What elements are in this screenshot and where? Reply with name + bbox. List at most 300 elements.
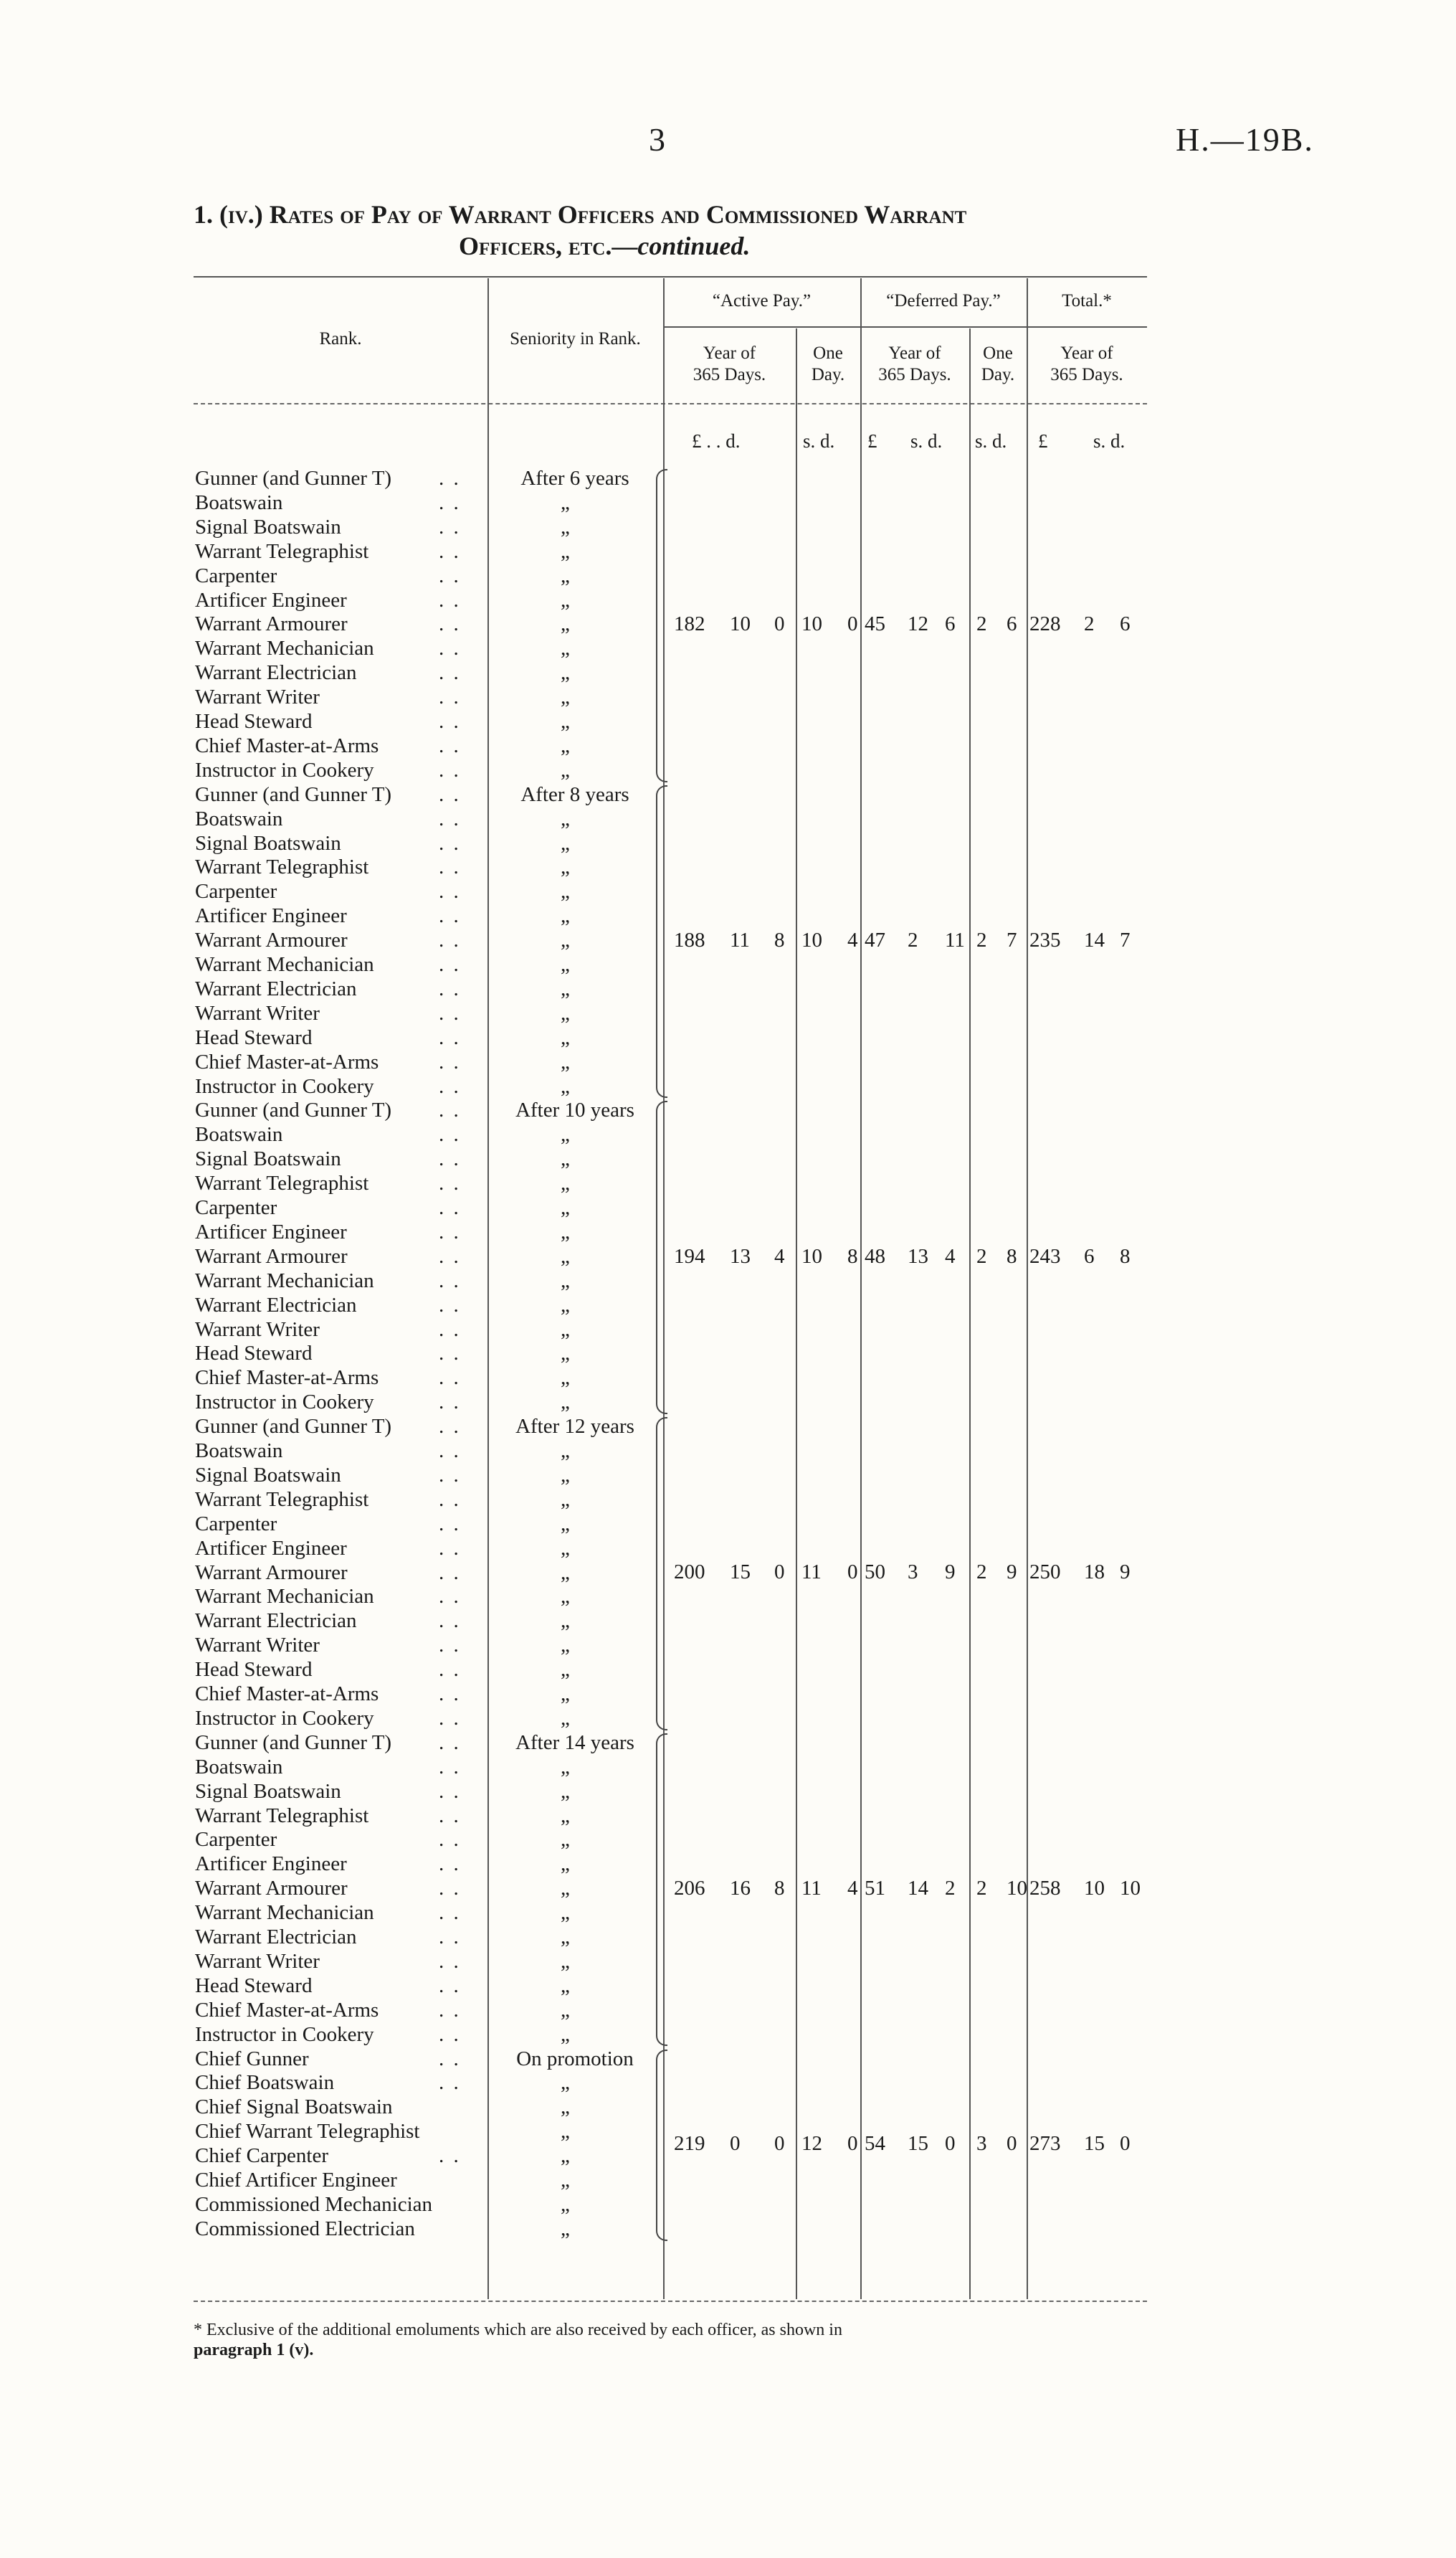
leader-dots: . . — [439, 1074, 461, 1098]
ditto-mark: „ — [561, 1949, 570, 1973]
leader-dots: . . — [439, 831, 461, 855]
rank-name: Chief Warrant Telegraphist — [195, 2120, 420, 2143]
rank-name: Warrant Writer — [195, 1001, 320, 1025]
rank-name: Instructor in Cookery — [195, 1706, 374, 1730]
leader-dots: . . — [439, 1779, 461, 1803]
leader-dots: . . — [439, 1196, 461, 1219]
rank-name: Warrant Writer — [195, 1317, 320, 1341]
deferred-year-pence: 11 — [945, 929, 965, 952]
rank-name: Gunner (and Gunner T) — [195, 1730, 392, 1754]
rank-name: Commissioned Mechanician — [195, 2192, 433, 2216]
total-pence: 7 — [1120, 929, 1131, 952]
col-header-seniority: Seniority in Rank. — [510, 329, 641, 349]
table-row — [195, 636, 1177, 660]
leader-dots: . . — [439, 880, 461, 904]
leader-dots: . . — [439, 1487, 461, 1511]
active-day-pence: 0 — [847, 612, 858, 636]
ditto-mark: „ — [561, 1293, 570, 1317]
rank-name: Signal Boatswain — [195, 831, 341, 855]
table-row — [195, 1974, 1177, 1998]
leader-dots: . . — [439, 1172, 461, 1195]
leader-dots: . . — [439, 1391, 461, 1414]
seniority-value: On promotion — [516, 2047, 634, 2070]
ditto-mark: „ — [561, 1804, 570, 1827]
rank-name: Warrant Telegraphist — [195, 1487, 369, 1511]
rank-name: Warrant Electrician — [195, 1925, 357, 1948]
active-day-shillings: 10 — [801, 929, 822, 952]
table-row — [195, 1365, 1177, 1390]
seniority-value: After 12 years — [515, 1415, 634, 1439]
active-year-pounds: 219 — [674, 2132, 705, 2156]
rank-name: Warrant Telegraphist — [195, 1804, 369, 1827]
table-row — [195, 515, 1177, 539]
col-header-active-pay: “Active Pay.” — [712, 291, 812, 311]
unit-deferred-sd: s. d. — [910, 430, 943, 452]
table-row — [195, 1852, 1177, 1876]
ditto-mark: „ — [561, 612, 570, 636]
leader-dots: . . — [439, 661, 461, 685]
active-year-shillings: 10 — [730, 612, 751, 636]
rank-name: Warrant Armourer — [195, 1244, 348, 1268]
table-row — [195, 1512, 1177, 1536]
active-year-pence: 8 — [774, 1877, 785, 1900]
ditto-mark: „ — [561, 880, 570, 904]
ditto-mark: „ — [561, 831, 570, 855]
table-row — [195, 1074, 1177, 1099]
table-title-line2 — [459, 231, 961, 261]
active-day-shillings: 11 — [801, 1560, 822, 1584]
leader-dots: . . — [439, 1512, 461, 1535]
leader-dots: . . — [439, 1123, 461, 1147]
table-row — [195, 1779, 1177, 1804]
rank-name: Chief Boatswain — [195, 2071, 335, 2095]
ditto-mark: „ — [561, 2071, 570, 2095]
ditto-mark: „ — [561, 1220, 570, 1244]
title-continued: continued. — [637, 232, 751, 260]
rule-top — [194, 276, 1147, 278]
deferred-day-pence: 10 — [1007, 1877, 1027, 1900]
ditto-mark: „ — [561, 2192, 570, 2216]
rank-name: Boatswain — [195, 1755, 283, 1778]
ditto-mark: „ — [561, 1244, 570, 1268]
rule-header-bottom — [194, 403, 1147, 404]
active-year-shillings: 11 — [730, 929, 750, 952]
active-day-pence: 0 — [847, 1560, 858, 1584]
table-row — [195, 1706, 1177, 1730]
rank-name: Warrant Writer — [195, 686, 320, 709]
col-header-rank: Rank. — [319, 329, 362, 349]
unit-active-day: s. d. — [803, 430, 835, 452]
rank-name: Instructor in Cookery — [195, 1391, 374, 1414]
ditto-mark: „ — [561, 1682, 570, 1705]
leader-dots: . . — [439, 2022, 461, 2046]
table-row — [195, 1633, 1177, 1657]
table-row — [195, 952, 1177, 977]
ditto-mark: „ — [561, 2022, 570, 2046]
table-row — [195, 1269, 1177, 1293]
ditto-mark: „ — [561, 515, 570, 539]
total-pounds: 250 — [1029, 1560, 1061, 1584]
leader-dots: . . — [439, 1025, 461, 1049]
rank-name: Warrant Mechanician — [195, 637, 374, 660]
leader-dots: . . — [439, 1244, 461, 1268]
leader-dots: . . — [439, 2144, 461, 2168]
rank-name: Gunner (and Gunner T) — [195, 467, 392, 490]
rank-name: Artificer Engineer — [195, 1536, 347, 1560]
leader-dots: . . — [439, 2071, 461, 2095]
subheader-active-year: Year of 365 Days. — [693, 344, 766, 384]
table-row — [195, 1536, 1177, 1560]
ditto-mark: „ — [561, 1172, 570, 1195]
total-pence: 0 — [1120, 2132, 1131, 2156]
subheader-deferred-year: Year of 365 Days. — [878, 344, 951, 384]
rank-name: Chief Master-at-Arms — [195, 734, 379, 757]
rank-name: Warrant Armourer — [195, 612, 348, 636]
leader-dots: . . — [439, 491, 461, 514]
leader-dots: . . — [439, 539, 461, 563]
leader-dots: . . — [439, 1293, 461, 1317]
deferred-year-pence: 0 — [945, 2132, 956, 2156]
leader-dots: . . — [439, 734, 461, 757]
group-brace — [656, 1417, 667, 1730]
rank-name: Warrant Electrician — [195, 1293, 357, 1317]
leader-dots: . . — [439, 904, 461, 928]
table-row — [195, 709, 1177, 734]
ditto-mark: „ — [561, 539, 570, 563]
table-row — [195, 1293, 1177, 1317]
leader-dots: . . — [439, 1050, 461, 1074]
total-shillings: 14 — [1084, 929, 1105, 952]
table-row — [195, 1682, 1177, 1706]
total-pounds: 258 — [1029, 1877, 1061, 1900]
rank-name: Warrant Telegraphist — [195, 539, 369, 563]
rank-name: Artificer Engineer — [195, 1220, 347, 1244]
total-pounds: 273 — [1029, 2132, 1061, 2156]
total-pence: 10 — [1120, 1877, 1141, 1900]
deferred-day-pence: 8 — [1007, 1244, 1017, 1268]
total-shillings: 2 — [1084, 612, 1095, 636]
ditto-mark: „ — [561, 1779, 570, 1803]
unit-active-year: £ . . d. — [692, 430, 741, 452]
active-year-shillings: 13 — [730, 1244, 751, 1268]
rank-name: Carpenter — [195, 1196, 277, 1219]
deferred-year-pounds: 48 — [865, 1244, 885, 1268]
table-row — [195, 2070, 1177, 2095]
active-day-pence: 4 — [847, 1877, 858, 1900]
ditto-mark: „ — [561, 588, 570, 612]
rank-name: Warrant Writer — [195, 1634, 320, 1657]
ditto-mark: „ — [561, 1487, 570, 1511]
table-row — [195, 1025, 1177, 1050]
seniority-value: After 8 years — [520, 782, 629, 806]
subheader-total-year: Year of 365 Days. — [1050, 344, 1123, 384]
active-year-pence: 0 — [774, 2132, 785, 2156]
ditto-mark: „ — [561, 1658, 570, 1682]
deferred-year-shillings: 3 — [908, 1560, 918, 1584]
table-row — [195, 2217, 1177, 2241]
ditto-mark: „ — [561, 637, 570, 660]
table-row — [195, 1390, 1177, 1414]
rank-name: Carpenter — [195, 1828, 277, 1852]
subheader-active-day: One Day. — [811, 344, 845, 384]
table-row — [195, 758, 1177, 782]
leader-dots: . . — [439, 1269, 461, 1292]
deferred-year-pounds: 51 — [865, 1877, 885, 1900]
total-pence: 8 — [1120, 1244, 1131, 1268]
deferred-year-pounds: 50 — [865, 1560, 885, 1584]
ditto-mark: „ — [561, 491, 570, 514]
rank-name: Chief Artificer Engineer — [195, 2169, 397, 2192]
ditto-mark: „ — [561, 953, 570, 976]
total-shillings: 6 — [1084, 1244, 1095, 1268]
deferred-day-pence: 0 — [1007, 2132, 1017, 2156]
col-header-total: Total.* — [1062, 291, 1112, 311]
total-pounds: 228 — [1029, 612, 1061, 636]
deferred-year-pence: 6 — [945, 612, 956, 636]
ditto-mark: „ — [561, 1536, 570, 1560]
ditto-mark: „ — [561, 1901, 570, 1925]
leader-dots: . . — [439, 1998, 461, 2022]
deferred-day-pence: 7 — [1007, 929, 1017, 952]
rule-bottom — [194, 2301, 1147, 2302]
ditto-mark: „ — [561, 1974, 570, 1997]
table-row — [195, 1487, 1177, 1512]
active-year-shillings: 16 — [730, 1877, 751, 1900]
ditto-mark: „ — [561, 734, 570, 757]
rank-name: Warrant Mechanician — [195, 1269, 374, 1292]
unit-total-sd: s. d. — [1093, 430, 1126, 452]
rank-name: Boatswain — [195, 807, 283, 830]
table-title-line1: 1. (iv.) Rates of Pay of Warrant Officers and Commissioned Warrant — [194, 200, 967, 229]
table-row — [195, 807, 1177, 831]
leader-dots: . . — [439, 1706, 461, 1730]
deferred-day-shillings: 2 — [976, 1877, 987, 1900]
rank-name: Warrant Writer — [195, 1949, 320, 1973]
rank-name: Gunner (and Gunner T) — [195, 1099, 392, 1122]
table-row — [195, 1804, 1177, 1828]
leader-dots: . . — [439, 1804, 461, 1827]
leader-dots: . . — [439, 710, 461, 733]
ditto-mark: „ — [561, 929, 570, 952]
rank-name: Warrant Mechanician — [195, 1901, 374, 1925]
footnote-text2: paragraph 1 (v). — [194, 2341, 314, 2359]
rank-name: Gunner (and Gunner T) — [195, 1415, 392, 1439]
active-year-shillings: 0 — [730, 2132, 741, 2156]
active-day-pence: 8 — [847, 1244, 858, 1268]
table-row — [195, 660, 1177, 685]
leader-dots: . . — [439, 977, 461, 1000]
rank-name: Commissioned Electrician — [195, 2217, 415, 2240]
deferred-year-shillings: 13 — [908, 1244, 928, 1268]
leader-dots: . . — [439, 856, 461, 879]
ditto-mark: „ — [561, 758, 570, 782]
table-row — [195, 1439, 1177, 1463]
active-day-shillings: 11 — [801, 1877, 822, 1900]
rank-name: Boatswain — [195, 491, 283, 514]
seniority-value: After 14 years — [515, 1730, 634, 1754]
rank-name: Warrant Mechanician — [195, 953, 374, 976]
ditto-mark: „ — [561, 1439, 570, 1462]
ditto-mark: „ — [561, 1269, 570, 1292]
rank-name: Warrant Electrician — [195, 1609, 357, 1633]
deferred-year-pounds: 45 — [865, 612, 885, 636]
rank-name: Chief Carpenter — [195, 2144, 329, 2168]
rank-name: Chief Gunner — [195, 2047, 309, 2070]
table-row — [195, 855, 1177, 879]
rank-name: Head Steward — [195, 1974, 313, 1997]
ditto-mark: „ — [561, 1560, 570, 1584]
table-row — [195, 2047, 1177, 2071]
leader-dots: . . — [439, 1730, 461, 1754]
leader-dots: . . — [439, 467, 461, 490]
table-row — [195, 564, 1177, 588]
ditto-mark: „ — [561, 2144, 570, 2168]
table-row — [195, 1609, 1177, 1633]
rank-name: Chief Master-at-Arms — [195, 1998, 379, 2022]
table-row — [195, 977, 1177, 1001]
table-row — [195, 491, 1177, 515]
table-row — [195, 904, 1177, 928]
table-row — [195, 1341, 1177, 1365]
deferred-day-shillings: 3 — [976, 2132, 987, 2156]
leader-dots: . . — [439, 1415, 461, 1439]
ditto-mark: „ — [561, 1147, 570, 1171]
leader-dots: . . — [439, 2047, 461, 2070]
col-header-deferred-pay: “Deferred Pay.” — [886, 291, 1001, 311]
ditto-mark: „ — [561, 1634, 570, 1657]
table-row — [195, 734, 1177, 758]
table-row — [195, 1414, 1177, 1439]
table-row — [195, 1195, 1177, 1220]
table-row — [195, 1755, 1177, 1779]
leader-dots: . . — [439, 588, 461, 612]
rank-name: Head Steward — [195, 710, 313, 733]
seniority-value: After 6 years — [520, 467, 629, 490]
leader-dots: . . — [439, 929, 461, 952]
ditto-mark: „ — [561, 807, 570, 830]
active-day-shillings: 10 — [801, 1244, 822, 1268]
leader-dots: . . — [439, 1755, 461, 1778]
active-day-shillings: 10 — [801, 612, 822, 636]
table-row — [195, 1122, 1177, 1147]
table-row — [195, 2022, 1177, 2047]
total-pence: 6 — [1120, 612, 1131, 636]
page-number: 3 — [649, 121, 665, 158]
rank-name: Chief Master-at-Arms — [195, 1366, 379, 1390]
table-row — [195, 1827, 1177, 1852]
leader-dots: . . — [439, 782, 461, 806]
document-reference: H.—19B. — [1176, 121, 1314, 158]
deferred-day-pence: 6 — [1007, 612, 1017, 636]
rank-name: Warrant Armourer — [195, 929, 348, 952]
table-row — [195, 2095, 1177, 2119]
ditto-mark: „ — [561, 856, 570, 879]
ditto-mark: „ — [561, 1852, 570, 1876]
total-shillings: 10 — [1084, 1877, 1105, 1900]
active-day-pence: 4 — [847, 929, 858, 952]
leader-dots: . . — [439, 1099, 461, 1122]
ditto-mark: „ — [561, 1463, 570, 1487]
deferred-year-shillings: 2 — [908, 929, 918, 952]
footnote-mark: * — [194, 2321, 202, 2339]
rank-name: Boatswain — [195, 1123, 283, 1147]
footnote — [194, 2320, 1147, 2360]
rank-name: Warrant Armourer — [195, 1877, 348, 1900]
leader-dots: . . — [439, 1560, 461, 1584]
rank-name: Chief Master-at-Arms — [195, 1682, 379, 1705]
table-row — [195, 1949, 1177, 1974]
leader-dots: . . — [439, 953, 461, 976]
deferred-year-pounds: 47 — [865, 929, 885, 952]
table-row — [195, 2168, 1177, 2192]
active-year-pence: 8 — [774, 929, 785, 952]
ditto-mark: „ — [561, 686, 570, 709]
rank-name: Warrant Telegraphist — [195, 856, 369, 879]
table-row — [195, 588, 1177, 612]
leader-dots: . . — [439, 1439, 461, 1462]
unit-deferred-day: s. d. — [975, 430, 1007, 452]
leader-dots: . . — [439, 758, 461, 782]
rank-name: Signal Boatswain — [195, 515, 341, 539]
table-row — [195, 1925, 1177, 1949]
table-row — [195, 1001, 1177, 1025]
leader-dots: . . — [439, 1317, 461, 1341]
rank-name: Signal Boatswain — [195, 1779, 341, 1803]
active-day-pence: 0 — [847, 2132, 858, 2156]
deferred-day-shillings: 2 — [976, 1244, 987, 1268]
deferred-year-pence: 4 — [945, 1244, 956, 1268]
deferred-day-shillings: 2 — [976, 929, 987, 952]
leader-dots: . . — [439, 1901, 461, 1925]
deferred-day-shillings: 2 — [976, 612, 987, 636]
table-row — [195, 1900, 1177, 1925]
rank-name: Gunner (and Gunner T) — [195, 782, 392, 806]
ditto-mark: „ — [561, 1123, 570, 1147]
deferred-day-shillings: 2 — [976, 1560, 987, 1584]
title-main: Officers, etc.— — [459, 232, 638, 260]
leader-dots: . . — [439, 1852, 461, 1876]
unit-total-pound: £ — [1038, 430, 1048, 452]
leader-dots: . . — [439, 686, 461, 709]
ditto-mark: „ — [561, 2120, 570, 2143]
table-row — [195, 2192, 1177, 2217]
ditto-mark: „ — [561, 1706, 570, 1730]
leader-dots: . . — [439, 612, 461, 636]
leader-dots: . . — [439, 1147, 461, 1171]
ditto-mark: „ — [561, 1512, 570, 1535]
rank-name: Signal Boatswain — [195, 1463, 341, 1487]
rank-name: Warrant Mechanician — [195, 1585, 374, 1609]
ditto-mark: „ — [561, 977, 570, 1000]
leader-dots: . . — [439, 1658, 461, 1682]
total-pounds: 235 — [1029, 929, 1061, 952]
ditto-mark: „ — [561, 1998, 570, 2022]
table-row — [195, 1050, 1177, 1074]
active-year-shillings: 15 — [730, 1560, 751, 1584]
table-row — [195, 466, 1177, 491]
table-row — [195, 1584, 1177, 1609]
table-row — [195, 1220, 1177, 1244]
leader-dots: . . — [439, 1001, 461, 1025]
group-brace — [656, 1733, 667, 2047]
table-row — [195, 539, 1177, 564]
table-row — [195, 831, 1177, 856]
leader-dots: . . — [439, 637, 461, 660]
leader-dots: . . — [439, 1974, 461, 1997]
ditto-mark: „ — [561, 2169, 570, 2192]
ditto-mark: „ — [561, 2095, 570, 2119]
table-row — [195, 1998, 1177, 2022]
